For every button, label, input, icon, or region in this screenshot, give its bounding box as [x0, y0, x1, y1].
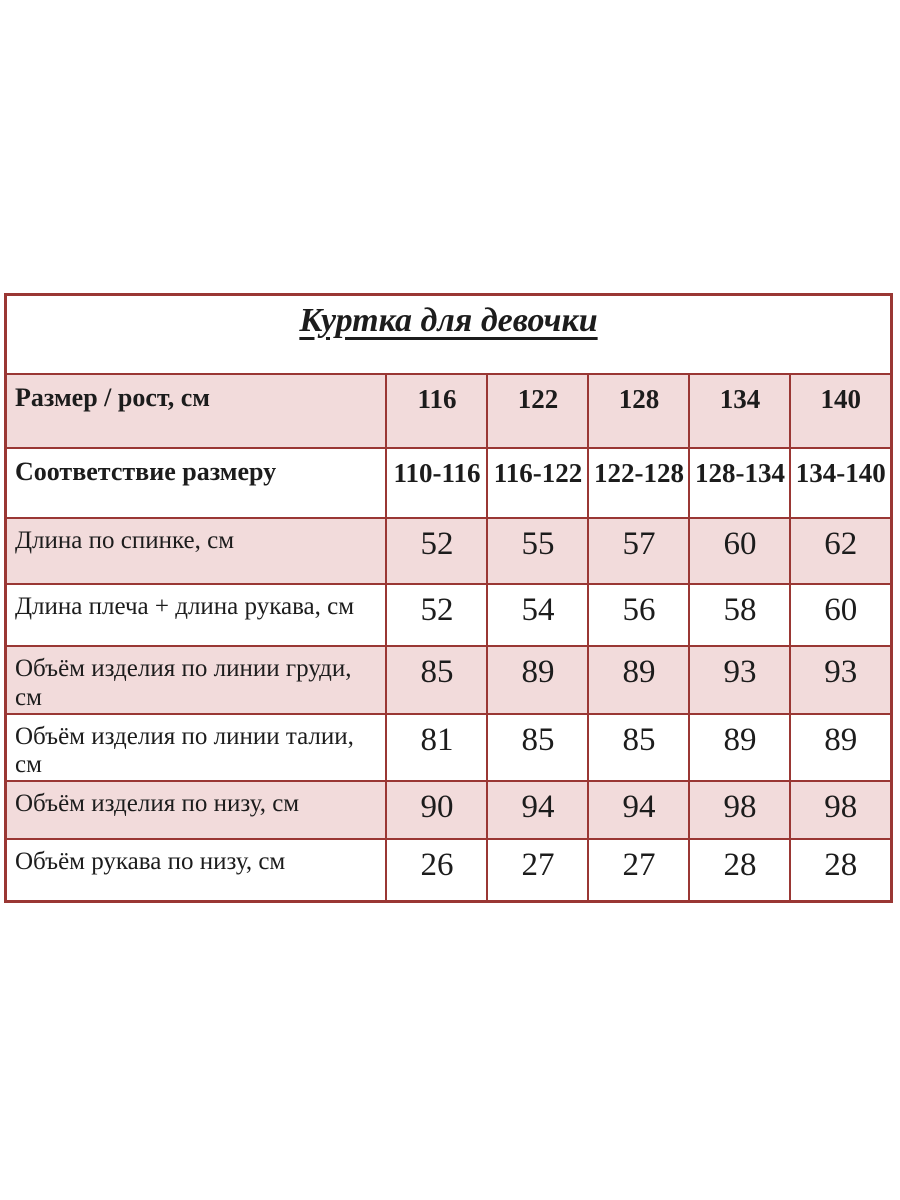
value-cell: 81	[386, 714, 487, 782]
value-cell: 26	[386, 839, 487, 901]
value-cell: 52	[386, 518, 487, 584]
value-cell: 98	[689, 781, 790, 839]
value-cell: 122	[487, 374, 588, 448]
value-cell: 98	[790, 781, 891, 839]
value-cell: 60	[790, 584, 891, 646]
row-label-cell: Длина по спинке, см	[6, 518, 387, 584]
title-row	[6, 295, 892, 375]
value-cell: 140	[790, 374, 891, 448]
value-cell: 89	[689, 714, 790, 782]
table-row-chest	[6, 646, 892, 714]
table-row-back-length	[6, 518, 892, 584]
row-label-cell: Соответствие размеру	[6, 448, 387, 518]
value-cell: 28	[790, 839, 891, 901]
row-label-cell: Объём изделия по линии талии, см	[6, 714, 387, 782]
row-label-cell: Объём изделия по линии груди, см	[6, 646, 387, 714]
value-cell: 85	[386, 646, 487, 714]
value-cell: 85	[487, 714, 588, 782]
value-cell: 27	[487, 839, 588, 901]
table-title: Куртка для девочки	[299, 302, 598, 339]
value-cell: 56	[588, 584, 689, 646]
value-cell: 134	[689, 374, 790, 448]
table-row-sizes	[6, 374, 892, 448]
table-row-waist	[6, 714, 892, 782]
value-cell: 52	[386, 584, 487, 646]
row-label-cell: Размер / рост, см	[6, 374, 387, 448]
table-title-cell	[6, 295, 892, 375]
value-cell: 134-140	[790, 448, 891, 518]
value-cell: 110-116	[386, 448, 487, 518]
value-cell: 116	[386, 374, 487, 448]
value-cell: 93	[689, 646, 790, 714]
table-row-sleeve-hem	[6, 839, 892, 901]
value-cell: 27	[588, 839, 689, 901]
value-cell: 85	[588, 714, 689, 782]
value-cell: 28	[689, 839, 790, 901]
value-cell: 55	[487, 518, 588, 584]
value-cell: 89	[588, 646, 689, 714]
value-cell: 57	[588, 518, 689, 584]
value-cell: 93	[790, 646, 891, 714]
size-chart-table	[4, 293, 893, 903]
table-row-hem	[6, 781, 892, 839]
value-cell: 89	[487, 646, 588, 714]
row-label-cell: Объём рукава по низу, см	[6, 839, 387, 901]
value-cell: 94	[487, 781, 588, 839]
value-cell: 89	[790, 714, 891, 782]
value-cell: 128-134	[689, 448, 790, 518]
value-cell: 58	[689, 584, 790, 646]
value-cell: 128	[588, 374, 689, 448]
value-cell: 116-122	[487, 448, 588, 518]
value-cell: 94	[588, 781, 689, 839]
row-label-cell: Объём изделия по низу, см	[6, 781, 387, 839]
row-label-cell: Длина плеча + длина рукава, см	[6, 584, 387, 646]
value-cell: 60	[689, 518, 790, 584]
table-row-size-match	[6, 448, 892, 518]
value-cell: 54	[487, 584, 588, 646]
value-cell: 62	[790, 518, 891, 584]
value-cell: 122-128	[588, 448, 689, 518]
table-row-shoulder-sleeve	[6, 584, 892, 646]
value-cell: 90	[386, 781, 487, 839]
